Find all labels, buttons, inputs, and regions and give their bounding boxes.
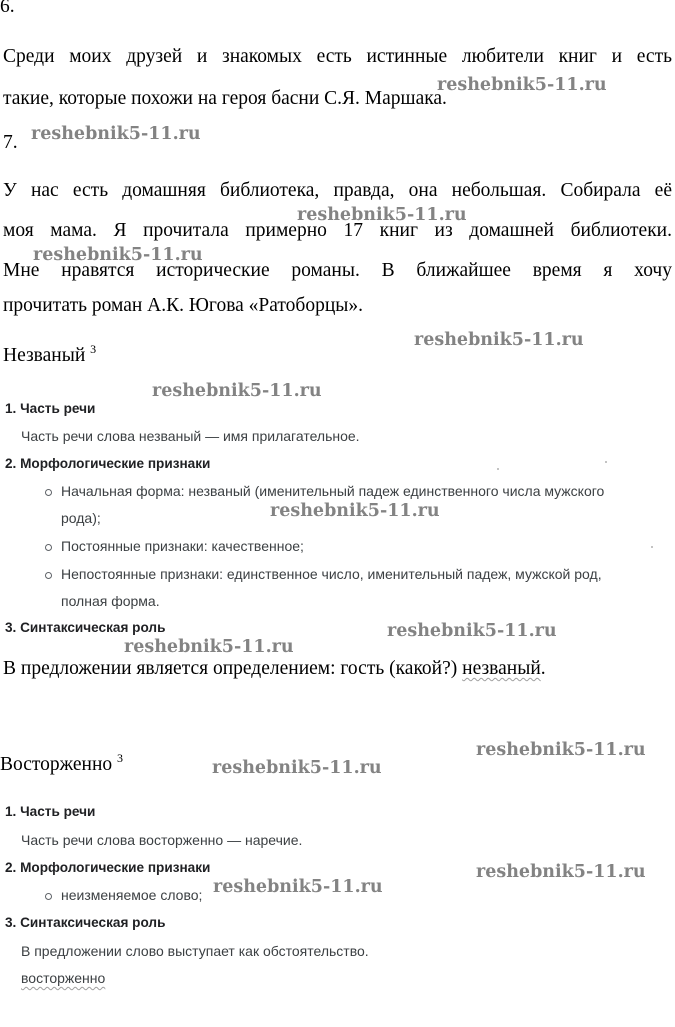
watermark: reshebnik5-11.ru	[33, 245, 203, 265]
footnote-marker: 3	[90, 342, 97, 356]
word-2-word	[21, 970, 105, 986]
watermark: reshebnik5-11.ru	[437, 75, 607, 95]
section-7-line-2: моя мама. Я прочитала примерно 17 книг из домашней библиотеки.	[3, 220, 672, 241]
section-7-number: 7.	[3, 132, 18, 153]
word-2-part-of-speech-text: Часть речи слова восторженно — наречие.	[21, 832, 303, 848]
word-1-sentence: В предложении является определением: гость (какой?) незваный.	[3, 658, 546, 679]
word-2-heading-morphology: 2. Морфологические признаки	[5, 860, 211, 875]
section-6-line-2: такие, которые похожи на героя басни С.Я. Маршака.	[3, 88, 447, 109]
underlined-word: незваный	[462, 658, 541, 679]
word-1-title: Незваный $^3$	[3, 342, 97, 366]
section-6-number: 6.	[0, 0, 15, 17]
section-7-line-1: У нас есть домашняя библиотека, правда, она небольшая. Собирала её	[3, 180, 672, 201]
word-1-constant-features: Постоянные признаки: качественное;	[61, 538, 304, 554]
watermark: reshebnik5-11.ru	[476, 740, 646, 760]
word-2-syntax-text: В предложении слово выступает как обстоятельство.	[21, 943, 369, 959]
word-1-variable-features-line-2: полная форма.	[61, 593, 160, 609]
word-2-invariable: неизменяемое слово;	[61, 887, 203, 903]
watermark: reshebnik5-11.ru	[297, 205, 467, 225]
section-7-line-4: прочитать роман А.К. Югова «Ратоборцы».	[3, 295, 364, 316]
bullet-icon	[45, 893, 52, 900]
scan-dot	[651, 546, 653, 548]
section-6-line-1: Среди моих друзей и знакомых есть истинные любители книг и есть	[3, 46, 672, 67]
bullet-icon	[45, 489, 52, 496]
word-1-heading-syntax: 3. Синтаксическая роль	[5, 620, 166, 635]
underlined-word: восторженно	[21, 970, 106, 986]
bullet-icon	[45, 572, 52, 579]
word-1-heading-morphology: 2. Морфологические признаки	[5, 456, 211, 471]
watermark: reshebnik5-11.ru	[414, 330, 584, 350]
scan-dot	[497, 468, 499, 470]
watermark: reshebnik5-11.ru	[476, 862, 646, 882]
word-1-variable-features-line-1: Непостоянные признаки: единственное число, именительный падеж, мужской род,	[61, 566, 602, 582]
bullet-icon	[45, 544, 52, 551]
word-1-heading-part-of-speech: 1. Часть речи	[5, 401, 96, 416]
word-2-title: Восторженно $^3$	[0, 751, 124, 775]
word-1-initial-form-line-1: Начальная форма: незваный (именительный падеж единственного числа мужского	[61, 483, 605, 499]
watermark: reshebnik5-11.ru	[31, 124, 201, 144]
watermark: reshebnik5-11.ru	[152, 381, 322, 401]
watermark: reshebnik5-11.ru	[270, 501, 440, 521]
watermark: reshebnik5-11.ru	[213, 877, 383, 897]
word-1-part-of-speech-text: Часть речи слова незваный — имя прилагательное.	[21, 428, 360, 444]
word-2-heading-part-of-speech: 1. Часть речи	[5, 804, 96, 819]
word-2-heading-syntax: 3. Синтаксическая роль	[5, 915, 166, 930]
watermark: reshebnik5-11.ru	[387, 621, 557, 641]
section-7-line-3: Мне нравятся исторические романы. В ближайшее время я хочу	[3, 260, 672, 281]
watermark: reshebnik5-11.ru	[124, 637, 294, 657]
word-1-initial-form-line-2: рода);	[61, 510, 101, 526]
scan-dot	[605, 461, 607, 463]
watermark: reshebnik5-11.ru	[212, 758, 382, 778]
footnote-marker: 3	[117, 751, 124, 765]
